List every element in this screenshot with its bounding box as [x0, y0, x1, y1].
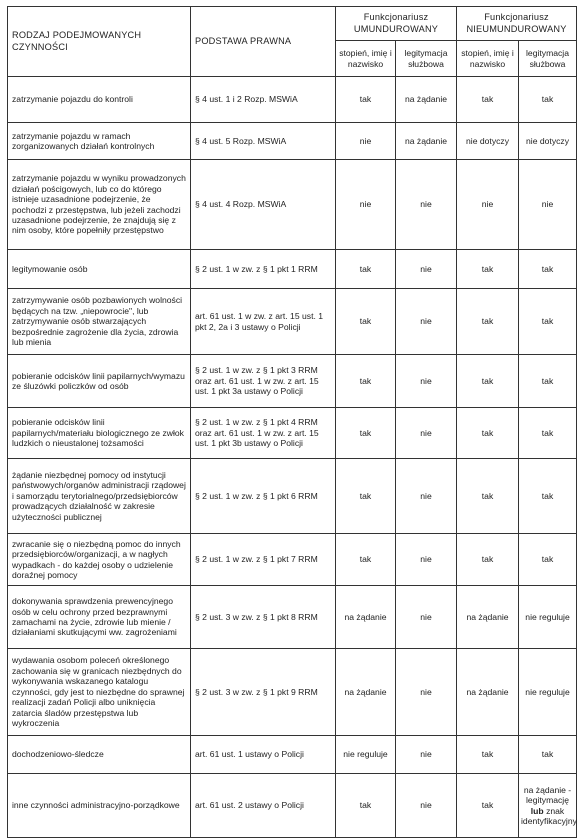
activity-cell: pobieranie odcisków linii papilarnych/materiału biologicznego ze zwłok ludzkich o nieustalonej tożsamości — [8, 408, 191, 459]
nieumund-stopien-cell: tak — [457, 250, 519, 289]
nieumund-legit-cell: tak — [519, 355, 577, 408]
table-row — [8, 736, 577, 774]
legal-basis-cell: § 2 ust. 1 w zw. z § 1 pkt 3 RRM oraz art. 61 ust. 1 w zw. z art. 15 ust. 1 pkt 3a ustawy o Policji — [191, 355, 336, 408]
activity-cell: zatrzymanie pojazdu w ramach zorganizowanych działań kontrolnych — [8, 123, 191, 160]
nieumund-legit-cell: tak — [519, 77, 577, 123]
umund-stopien-cell: tak — [336, 534, 396, 586]
nieumund-stopien-cell: tak — [457, 459, 519, 534]
activity-cell: dokonywania sprawdzenia prewencyjnego osób w celu ochrony przed bezprawnymi zamachami na życie, zdrowie lub mienie / działaniami skutkującymi ww. zagrożeniami — [8, 586, 191, 649]
umund-legit-cell: nie — [396, 459, 457, 534]
table-row — [8, 459, 577, 534]
nieumund-stopien-cell: nie dotyczy — [457, 123, 519, 160]
nieumund-stopien-cell: tak — [457, 774, 519, 838]
table-row — [8, 250, 577, 289]
nieumund-legit-cell: tak — [519, 534, 577, 586]
umund-legit-cell: nie — [396, 534, 457, 586]
umund-legit-cell: nie — [396, 289, 457, 355]
legal-basis-cell: § 2 ust. 3 w zw. z § 1 pkt 9 RRM — [191, 649, 336, 736]
table-row — [8, 355, 577, 408]
umund-stopien-cell: tak — [336, 459, 396, 534]
table-row — [8, 649, 577, 736]
legal-basis-cell: § 2 ust. 3 w zw. z § 1 pkt 8 RRM — [191, 586, 336, 649]
activity-cell: pobieranie odcisków linii papilarnych/wymazu ze śluzówki policzków od osób — [8, 355, 191, 408]
legal-basis-cell: art. 61 ust. 1 w zw. z art. 15 ust. 1 pkt 2, 2a i 3 ustawy o Policji — [191, 289, 336, 355]
nieumund-stopien-cell: tak — [457, 289, 519, 355]
nieumund-stopien-cell: tak — [457, 736, 519, 774]
table-row — [8, 586, 577, 649]
umund-stopien-cell: na żądanie — [336, 649, 396, 736]
legal-basis-cell: § 4 ust. 5 Rozp. MSWiA — [191, 123, 336, 160]
umund-stopien-cell: nie reguluje — [336, 736, 396, 774]
header-legit-nieumund: legitymacja służbowa — [519, 41, 577, 77]
activity-cell: wydawania osobom poleceń określonego zachowania się w granicach niezbędnych do wykonywania wskazanego katalogu czynności, gdy jest to niezbędne do sprawnej realizacji zadań Policji albo uniknięcia zatarcia śladów przestępstwa lub wykroczenia — [8, 649, 191, 736]
nieumund-legit-cell: nie reguluje — [519, 586, 577, 649]
nieumund-legit-cell: nie reguluje — [519, 649, 577, 736]
umund-stopien-cell: tak — [336, 355, 396, 408]
activity-cell: zatrzymanie pojazdu w wyniku prowadzonych działań pościgowych, lub co do którego istnieje uzasadnione podejrzenie, że pochodzi z przestępstwa, lub jeżeli zachodzi uzasadnione podejrzenie, że znajdują się z nim osoby, które popełniły przestępstwo — [8, 160, 191, 250]
umund-stopien-cell: tak — [336, 250, 396, 289]
legal-basis-cell: § 2 ust. 1 w zw. z § 1 pkt 7 RRM — [191, 534, 336, 586]
umund-legit-cell: nie — [396, 736, 457, 774]
umund-legit-cell: nie — [396, 774, 457, 838]
umund-stopien-cell: nie — [336, 123, 396, 160]
activity-cell: żądanie niezbędnej pomocy od instytucji państwowych/organów administracji rządowej i samorządu terytorialnego/przedsiębiorców prowadzących działalność w zakresie użyteczności publicznej — [8, 459, 191, 534]
table-row — [8, 289, 577, 355]
nieumund-stopien-cell: tak — [457, 77, 519, 123]
activity-cell: inne czynności administracyjno-porządkowe — [8, 774, 191, 838]
umund-legit-cell: na żądanie — [396, 77, 457, 123]
legal-basis-cell: § 4 ust. 1 i 2 Rozp. MSWiA — [191, 77, 336, 123]
umund-legit-cell: na żądanie — [396, 123, 457, 160]
nieumund-stopien-cell: nie — [457, 160, 519, 250]
header-nieumundurowany: Funkcjonariusz NIEUMUNDUROWANY — [457, 7, 577, 41]
legal-basis-cell: art. 61 ust. 1 ustawy o Policji — [191, 736, 336, 774]
nieumund-legit-cell: tak — [519, 250, 577, 289]
header-legit-umund: legitymacja służbowa — [396, 41, 457, 77]
activity-cell: legitymowanie osób — [8, 250, 191, 289]
nieumund-legit-cell: tak — [519, 736, 577, 774]
legal-basis-cell: § 2 ust. 1 w zw. z § 1 pkt 4 RRM oraz art. 61 ust. 1 w zw. z art. 15 ust. 1 pkt 3b ustawy o Policji — [191, 408, 336, 459]
header-stopien-nieumund: stopień, imię i nazwisko — [457, 41, 519, 77]
activity-cell: zatrzymywanie osób pozbawionych wolności będących na tzw. „niepowrocie", lub zatrzymywanie osób stwarzających bezpośrednie zagrożenie dla życia, zdrowia lub mienia — [8, 289, 191, 355]
activity-cell: zwracanie się o niezbędną pomoc do innych przedsiębiorców/organizacji, a w nagłych wypadkach - do każdej osoby o udzielenie doraźnej pomocy — [8, 534, 191, 586]
legit-or-text: lub — [530, 805, 544, 816]
legit-demand-text: na żądanie - legitymację — [523, 784, 572, 806]
table-row — [8, 160, 577, 250]
umund-legit-cell: nie — [396, 649, 457, 736]
umund-stopien-cell: tak — [336, 77, 396, 123]
nieumund-stopien-cell: na żądanie — [457, 649, 519, 736]
activity-cell: zatrzymanie pojazdu do kontroli — [8, 77, 191, 123]
umund-legit-cell: nie — [396, 355, 457, 408]
activity-cell: dochodzeniowo-śledcze — [8, 736, 191, 774]
table-row — [8, 77, 577, 123]
table-row — [8, 774, 577, 838]
nieumund-legit-cell: tak — [519, 408, 577, 459]
legal-basis-cell: § 2 ust. 1 w zw. z § 1 pkt 6 RRM — [191, 459, 336, 534]
umund-stopien-cell: tak — [336, 289, 396, 355]
umund-stopien-cell: tak — [336, 774, 396, 838]
nieumund-stopien-cell: na żądanie — [457, 586, 519, 649]
nieumund-stopien-cell: tak — [457, 534, 519, 586]
legal-table — [7, 6, 577, 838]
umund-legit-cell: nie — [396, 408, 457, 459]
nieumund-stopien-cell: tak — [457, 355, 519, 408]
header-podstawa: PODSTAWA PRAWNA — [191, 7, 336, 77]
nieumund-legit-cell: nie dotyczy — [519, 123, 577, 160]
umund-stopien-cell: nie — [336, 160, 396, 250]
nieumund-stopien-cell: tak — [457, 408, 519, 459]
header-stopien-umund: stopień, imię i nazwisko — [336, 41, 396, 77]
umund-stopien-cell: na żądanie — [336, 586, 396, 649]
legal-basis-cell: art. 61 ust. 2 ustawy o Policji — [191, 774, 336, 838]
header-rodzaj: RODZAJ PODEJMOWANYCH CZYNNOŚCI — [8, 7, 191, 77]
header-row-1 — [8, 7, 577, 41]
table-row — [8, 123, 577, 160]
legal-basis-cell: § 2 ust. 1 w zw. z § 1 pkt 1 RRM — [191, 250, 336, 289]
nieumund-legit-cell: nie — [519, 160, 577, 250]
legit-id-mark-text: znak identyfikacyjny — [521, 805, 577, 826]
nieumund-legit-cell — [519, 774, 577, 838]
umund-legit-cell: nie — [396, 250, 457, 289]
umund-legit-cell: nie — [396, 160, 457, 250]
table-row — [8, 408, 577, 459]
document — [7, 6, 576, 838]
legal-basis-cell: § 4 ust. 4 Rozp. MSWiA — [191, 160, 336, 250]
table-row — [8, 534, 577, 586]
nieumund-legit-cell: tak — [519, 459, 577, 534]
header-umundurowany: Funkcjonariusz UMUNDUROWANY — [336, 7, 457, 41]
nieumund-legit-cell: tak — [519, 289, 577, 355]
umund-stopien-cell: tak — [336, 408, 396, 459]
umund-legit-cell: nie — [396, 586, 457, 649]
